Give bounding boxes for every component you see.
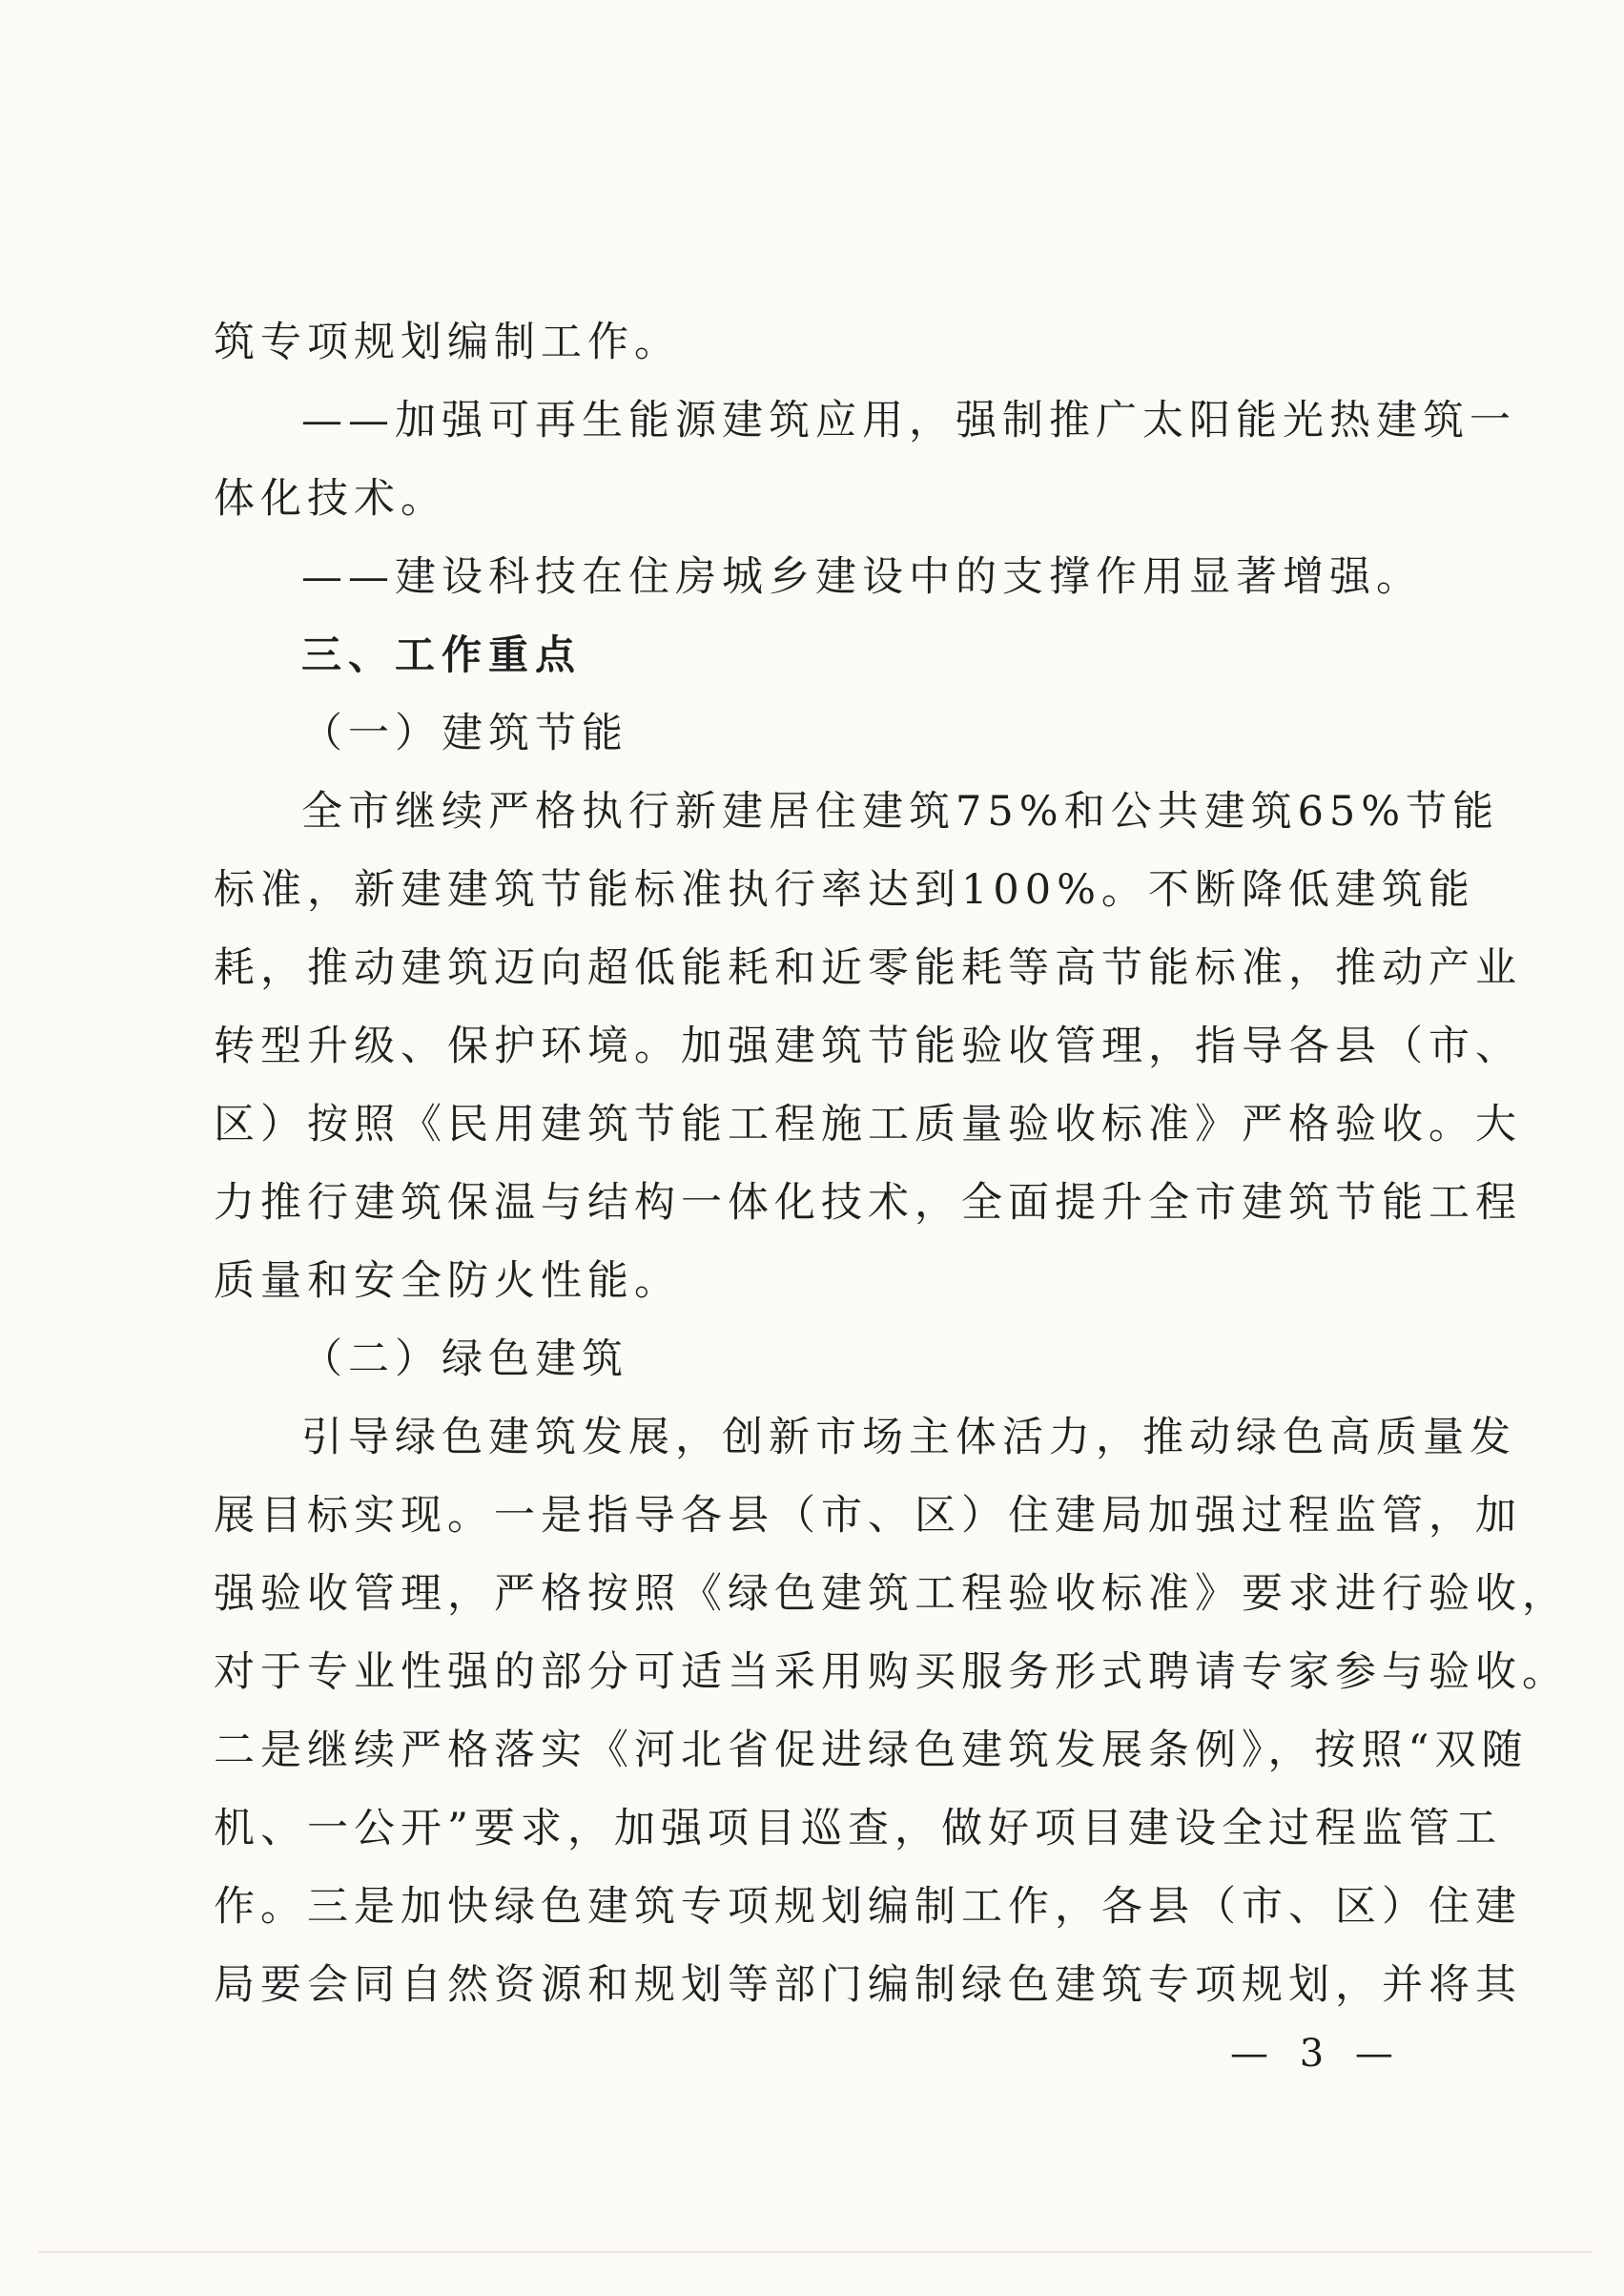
text-line: ——建设科技在住房城乡建设中的支撑作用显著增强。: [301, 553, 1423, 601]
text-line: 质量和安全防火性能。: [214, 1257, 681, 1305]
section-heading: 三、工作重点: [301, 631, 583, 678]
document-body: [214, 303, 1569, 2024]
text-line: 标准，新建建筑节能标准执行率达到100%。不断降低建筑能: [214, 866, 1475, 914]
text-line: 全市继续严格执行新建居住建筑75%和公共建筑65%节能: [301, 788, 1500, 836]
text-line: ——加强可再生能源建筑应用，强制推广太阳能光热建筑一: [301, 397, 1516, 445]
text-line: 耗，推动建筑迈向超低能耗和近零能耗等高节能标准，推动产业: [214, 944, 1522, 992]
text-line: 局要会同自然资源和规划等部门编制绿色建筑专项规划，并将其: [214, 1961, 1522, 2009]
text-line: 强验收管理，严格按照《绿色建筑工程验收标准》要求进行验收，: [214, 1570, 1569, 1618]
page-number: — 3 —: [1230, 2032, 1403, 2076]
text-line: 区）按照《民用建筑节能工程施工质量验收标准》严格验收。大: [214, 1101, 1522, 1148]
text-line: 体化技术。: [214, 475, 447, 523]
text-line: 展目标实现。一是指导各县（市、区）住建局加强过程监管，加: [214, 1492, 1522, 1540]
subsection-heading: （二）绿色建筑: [301, 1335, 628, 1383]
scan-bottom-edge: [38, 2251, 1593, 2253]
text-line: 力推行建筑保温与结构一体化技术，全面提升全市建筑节能工程: [214, 1179, 1522, 1227]
text-line: 作。三是加快绿色建筑专项规划编制工作，各县（市、区）住建: [214, 1883, 1522, 1931]
subsection-heading: （一）建筑节能: [301, 710, 628, 757]
text-line: 引导绿色建筑发展，创新市场主体活力，推动绿色高质量发: [301, 1414, 1516, 1461]
text-line: 转型升级、保护环境。加强建筑节能验收管理，指导各县（市、: [214, 1023, 1522, 1070]
text-line: 对于专业性强的部分可适当采用购买服务形式聘请专家参与验收。: [214, 1648, 1569, 1696]
text-line: 二是继续严格落实《河北省促进绿色建筑发展条例》，按照“双随: [214, 1727, 1529, 1774]
text-line: 机、一公开”要求，加强项目巡查，做好项目建设全过程监管工: [214, 1805, 1502, 1852]
text-line: 筑专项规划编制工作。: [214, 319, 681, 366]
